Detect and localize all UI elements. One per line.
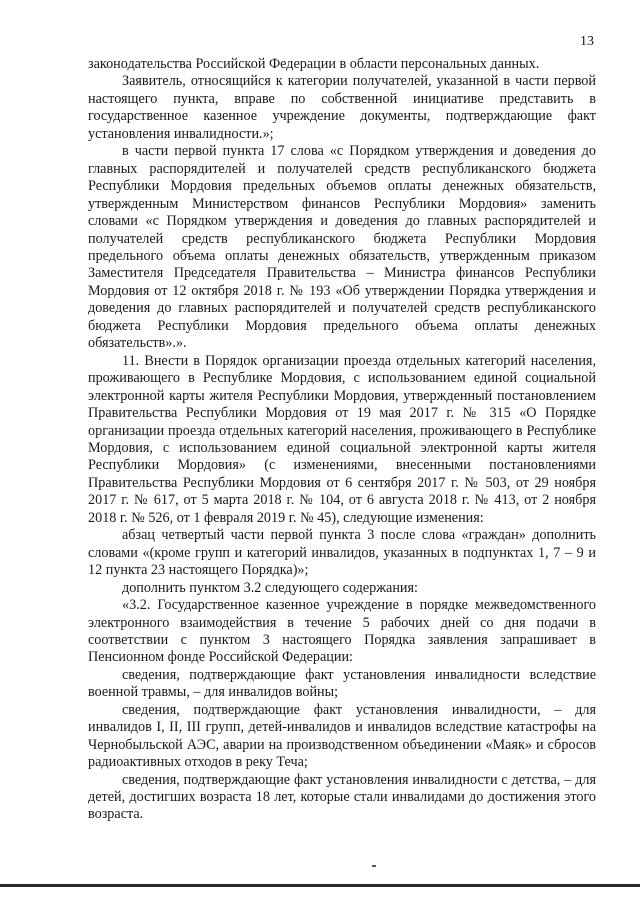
- paragraph-add-item-3-2: дополнить пунктом 3.2 следующего содержания:: [122, 579, 418, 596]
- paragraph-item-17-amendment: в части первой пункта 17 слова «с Порядком утверждения и доведения до главных распорядителей и получателей средств республиканского бюджета Республики Мордовия предельных объемов оплаты денежных обязательств, утвержденным Министерством финансов Республики Мордовия» заменить словами «с Порядком утверждения и доведения до главных распорядителей и получателей средств республиканского бюджета Республики Мордовия предельного объема оплаты денежных обязательств, утвержденным приказом Заместителя Председателя Правительства – Министра финансов Республики Мордовия от 12 октября 2018 г. № 193 «Об утверждении Порядка утверждения и доведения до главных распорядителей и получателей средств республиканского бюджета Республики Мордовия предельного объема оплаты денежных обязательств».».: [88, 143, 596, 352]
- paragraph-applicant-right: Заявитель, относящийся к категории получателей, указанной в части первой настоящего пункта, вправе по собственной инициативе представить в государственное казенное учреждение документы, подтверждающие факт установления инвалидности.»;: [88, 73, 596, 142]
- paragraph-disability-groups: сведения, подтверждающие факт установления инвалидности, – для инвалидов I, II, III групп, детей-инвалидов и инвалидов вследствие катастрофы на Чернобыльской АЭС, аварии на производственном объединении «Маяк» и сбросов радиоактивных отходов в реку Теча;: [88, 701, 596, 771]
- paragraph-childhood-disability: сведения, подтверждающие факт установления инвалидности с детства, – для детей, достигших возраста 18 лет, которые стали инвалидами до достижения этого возраста.: [88, 771, 596, 823]
- paragraph-item-3-2: «3.2. Государственное казенное учреждение в порядке межведомственного электронного взаимодействия в течение 5 рабочих дней со дня подачи в соответствии с пунктом 3 настоящего Порядка заявления запрашивает в Пенсионном фонде Российской Федерации:: [88, 597, 596, 666]
- paragraph-item-11: 11. Внести в Порядок организации проезда отдельных категорий населения, проживающего в Республике Мордовия, с использованием единой социальной электронной карты жителя Республики Мордовия, утвержденный постановлением Правительства Республики Мордовия от 19 мая 2017 г. № 315 «О Порядке организации проезда отдельных категорий населения, проживающего в Республике Мордовия, с использованием единой социальной электронной карты жителя Республики Мордовия» (с изменениями, внесенными постановлениями Правительства Республики Мордовия от 6 сентября 2017 г. № 503, от 29 ноября 2017 г. № 617, от 5 марта 2018 г. № 104, от 6 августа 2018 г. № 413, от 2 ноября 2018 г. № 526, от 1 февраля 2019 г. № 45), следующие изменения:: [88, 352, 596, 526]
- paragraph-item-3-amendment: абзац четвертый части первой пункта 3 после слова «граждан» дополнить словами «(кроме групп и категорий инвалидов, указанных в подпунктах 1, 7 – 9 и 12 пункта 23 настоящего Порядка)»;: [88, 527, 596, 579]
- paragraph-continuation: законодательства Российской Федерации в области персональных данных.: [88, 56, 540, 72]
- page-bottom-edge: [0, 884, 640, 887]
- document-body: [88, 56, 596, 824]
- page-number: 13: [580, 34, 594, 49]
- paragraph-war-invalids: сведения, подтверждающие факт установления инвалидности вследствие военной травмы, – для инвалидов войны;: [88, 666, 596, 701]
- scan-artifact: [372, 865, 376, 867]
